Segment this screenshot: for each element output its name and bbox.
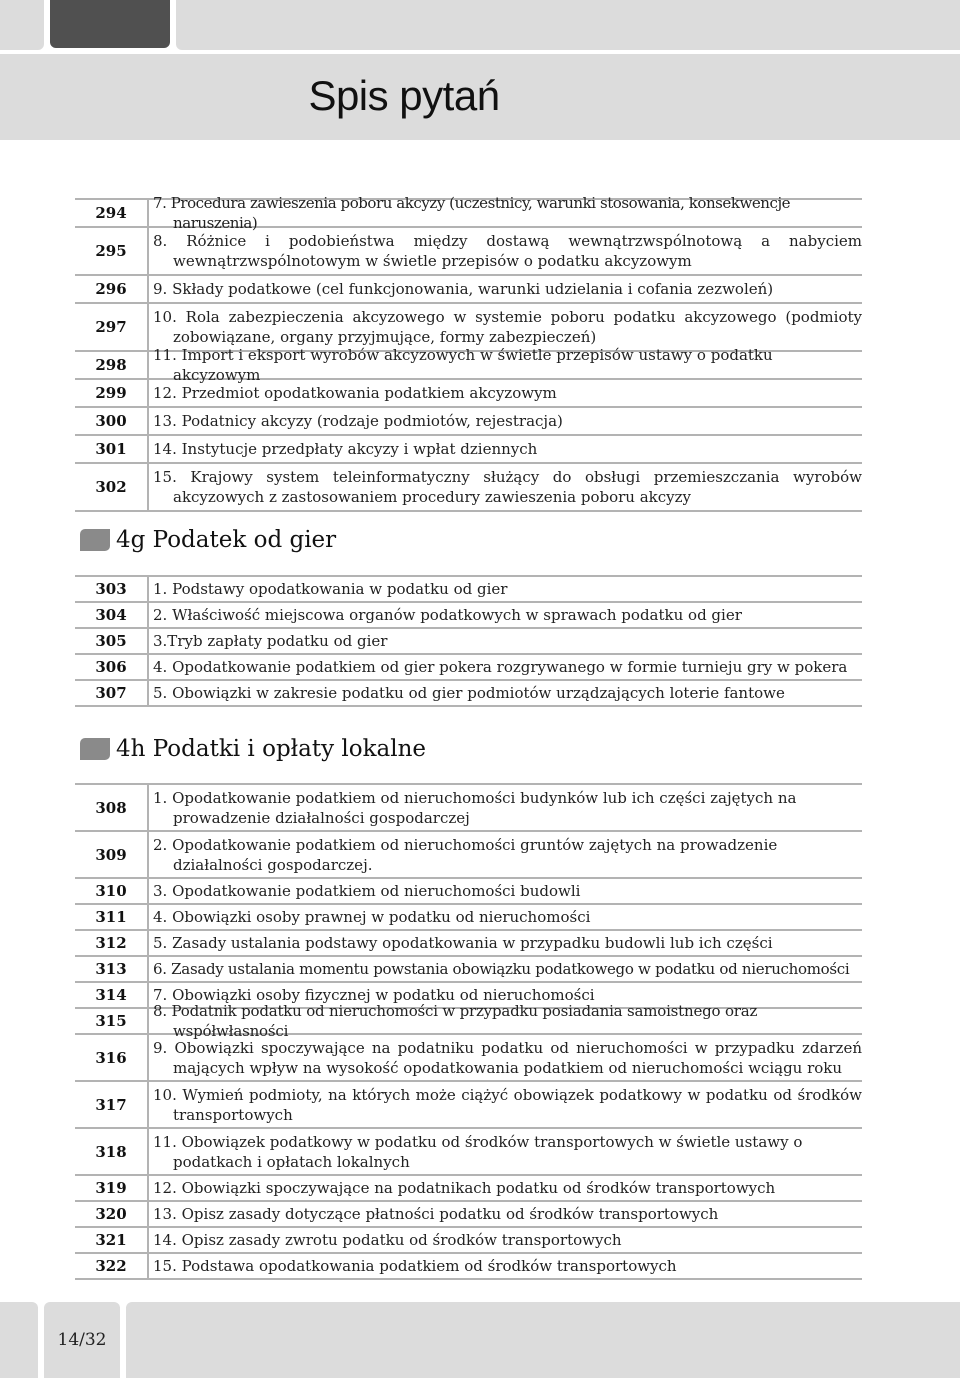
question-text: 8. Różnice i podobieństwa między dostawą wewnątrzwspólnotową a nabyciem wewnątrzwspólnotowym w świetle przepisów o podatku akcyzowym (153, 232, 862, 270)
question-text: 2. Właściwość miejscowa organów podatkowych w sprawach podatku od gier (153, 606, 742, 624)
table-row (75, 226, 862, 274)
question-text: 10. Rola zabezpieczenia akcyzowego w systemie poboru podatku akcyzowego (podmioty zobowiązane, organy przyjmujące, formy zabezpieczeń) (153, 308, 862, 346)
table-row (75, 830, 862, 877)
table-row (75, 1033, 862, 1080)
table-row (75, 1200, 862, 1226)
footer-band-right (126, 1302, 960, 1378)
question-number: 309 (95, 845, 127, 864)
question-number: 305 (95, 632, 127, 650)
question-number: 312 (95, 934, 127, 952)
table-row (75, 406, 862, 434)
table-row (75, 194, 862, 232)
section-heading-4h (80, 736, 426, 762)
question-number: 295 (95, 242, 127, 260)
question-number: 313 (95, 960, 127, 978)
question-text: 14. Instytucje przedpłaty akcyzy i wpłat dziennych (153, 440, 538, 458)
table-row (75, 1002, 862, 1040)
table-row (75, 877, 862, 903)
question-number: 319 (95, 1179, 127, 1197)
question-text: 12. Obowiązki spoczywające na podatnikach podatku od środków transportowych (153, 1179, 776, 1197)
section-marker-icon (80, 529, 110, 551)
question-number: 298 (95, 356, 127, 374)
question-number: 311 (95, 908, 127, 926)
question-number: 310 (95, 882, 127, 900)
table-row (75, 378, 862, 406)
question-number: 306 (95, 658, 127, 676)
table-row (75, 274, 862, 302)
footer-band-left (0, 1302, 38, 1378)
question-text: 4. Obowiązki osoby prawnej w podatku od nieruchomości (153, 908, 591, 926)
question-number: 320 (95, 1205, 127, 1223)
table-row (75, 1252, 862, 1280)
table-row (75, 1226, 862, 1252)
question-number: 315 (95, 1012, 127, 1030)
table-row (75, 627, 862, 653)
question-text: 15. Podstawa opodatkowania podatkiem od środków transportowych (153, 1257, 677, 1275)
question-list-4g (75, 575, 862, 707)
table-row (75, 434, 862, 462)
table-row (75, 955, 862, 981)
question-text: 1. Opodatkowanie podatkiem od nieruchomości budynków lub ich części zajętych na prowadzenie działalności gospodarczej (153, 788, 797, 827)
question-text: 11. Obowiązek podatkowy w podatku od środków transportowych w świetle ustawy o podatkach i opłatach lokalnych (153, 1132, 803, 1171)
table-row (75, 462, 862, 512)
question-text: 12. Przedmiot opodatkowania podatkiem akcyzowym (153, 384, 557, 402)
section-marker-icon (80, 738, 110, 760)
question-text: 13. Podatnicy akcyzy (rodzaje podmiotów, rejestracja) (153, 412, 563, 430)
question-number: 296 (95, 280, 127, 298)
question-number: 308 (95, 798, 127, 817)
question-number: 297 (95, 318, 127, 336)
table-row (75, 653, 862, 679)
section-heading-4g (80, 527, 336, 553)
table-row (75, 679, 862, 707)
question-text: 3.Tryb zapłaty podatku od gier (153, 632, 388, 650)
table-row (75, 575, 862, 601)
section-title: 4g Podatek od gier (116, 527, 337, 553)
question-list-4h (75, 783, 862, 1280)
question-number: 294 (95, 204, 127, 222)
question-text: 7. Procedura zawieszenia poboru akcyzy (uczestnicy, warunki stosowania, konsekwencje naruszenia) (153, 194, 791, 232)
question-text: 13. Opisz zasady dotyczące płatności podatku od środków transportowych (153, 1205, 719, 1223)
question-number: 299 (95, 384, 127, 402)
question-number: 307 (95, 684, 127, 702)
section-title: 4h Podatki i opłaty lokalne (116, 736, 427, 762)
question-text: 3. Opodatkowanie podatkiem od nieruchomości budowli (153, 882, 581, 900)
question-text: 4. Opodatkowanie podatkiem od gier pokera rozgrywanego w formie turnieju gry w pokera (153, 658, 848, 676)
header-band-right (176, 0, 960, 50)
question-number: 300 (95, 412, 127, 430)
table-row (75, 601, 862, 627)
question-text: 1. Podstawy opodatkowania w podatku od gier (153, 580, 508, 598)
question-number: 314 (95, 986, 127, 1004)
table-row (75, 1080, 862, 1127)
table-row (75, 302, 862, 350)
question-text: 14. Opisz zasady zwrotu podatku od środków transportowych (153, 1231, 622, 1249)
table-row (75, 903, 862, 929)
question-text: 2. Opodatkowanie podatkiem od nieruchomości gruntów zajętych na prowadzenie działalności gospodarczej. (153, 835, 778, 874)
question-text: 7. Obowiązki osoby fizycznej w podatku od nieruchomości (153, 986, 595, 1004)
question-text: 15. Krajowy system teleinformatyczny służący do obsługi przemieszczania wyrobów akcyzowych z zastosowaniem procedury zawieszenia poboru akcyzy (153, 468, 862, 506)
question-list-4f (75, 194, 862, 512)
question-number: 322 (95, 1257, 127, 1275)
question-number: 317 (95, 1095, 127, 1114)
question-number: 316 (95, 1048, 127, 1067)
question-text: 8. Podatnik podatku od nieruchomości w przypadku posiadania samoistnego oraz współwłasności (153, 1002, 758, 1040)
question-text: 6. Zasady ustalania momentu powstania obowiązku podatkowego w podatku od nieruchomości (153, 960, 850, 978)
question-text: 9. Składy podatkowe (cel funkcjonowania, warunki udzielania i cofania zezwoleń) (153, 280, 774, 298)
question-text: 5. Zasady ustalania podstawy opodatkowania w przypadku budowli lub ich części (153, 934, 773, 952)
question-number: 301 (95, 440, 127, 458)
table-row (75, 783, 862, 830)
page-number: 14/32 (44, 1302, 120, 1378)
question-number: 321 (95, 1231, 127, 1249)
question-number: 304 (95, 606, 127, 624)
page-title: Spis pytań (308, 72, 500, 119)
table-row (75, 1127, 862, 1174)
question-number: 302 (95, 478, 127, 496)
question-number: 318 (95, 1142, 127, 1161)
header-band-left (0, 0, 44, 50)
question-text: 9. Obowiązki spoczywające na podatniku podatku od nieruchomości w przypadku zdarzeń mających wpływ na wysokość opodatkowania podatkiem od nieruchomości wciągu roku (153, 1038, 862, 1077)
table-row (75, 346, 862, 384)
question-text: 10. Wymień podmioty, na których może ciążyć obowiązek podatkowy w podatku od środków transportowych (153, 1085, 862, 1124)
table-row (75, 1174, 862, 1200)
table-row (75, 929, 862, 955)
question-number: 303 (95, 580, 127, 598)
question-text: 5. Obowiązki w zakresie podatku od gier podmiotów urządzających loterie fantowe (153, 684, 785, 702)
header-tab-dark (50, 0, 170, 48)
question-text: 11. Import i eksport wyrobów akcyzowych w świetle przepisów ustawy o podatku akcyzowym (153, 346, 773, 384)
